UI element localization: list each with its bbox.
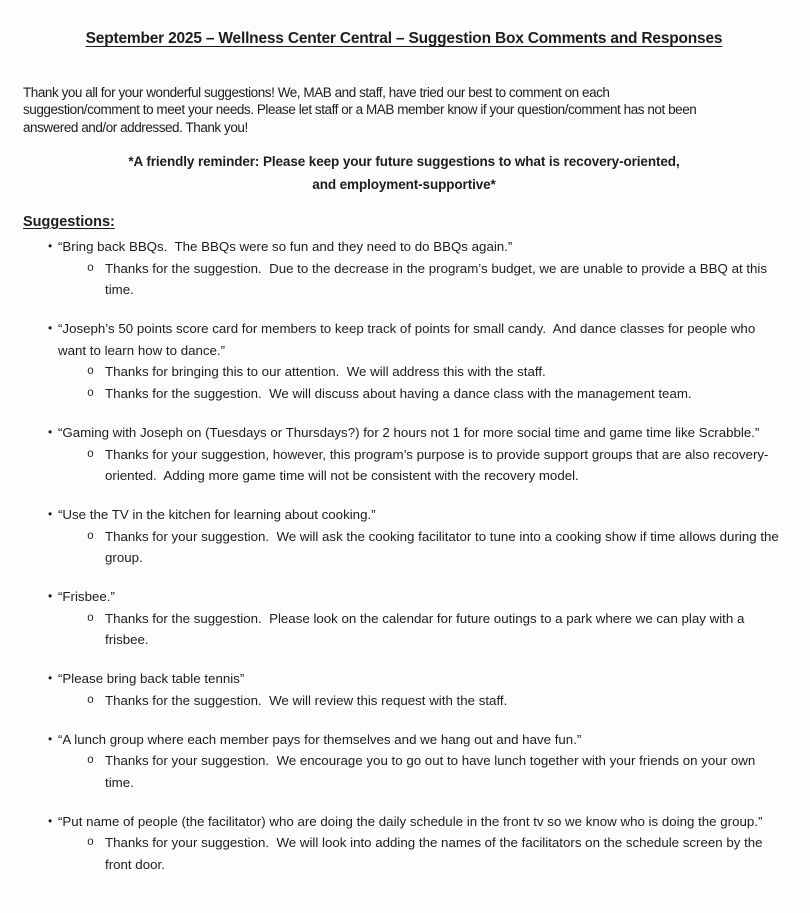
reminder-note [23, 150, 785, 196]
document-title: September 2025 – Wellness Center Central – Suggestion Box Comments and Responses [85, 30, 723, 47]
suggestion-response-text: Thanks for your suggestion. We encourage you to go out to have lunch together with your friends on your own time. [105, 753, 759, 790]
bullet-icon: • [48, 731, 53, 746]
intro-line: Thank you all for your wonderful suggestions! We, MAB and staff, have tried our best to comment on each [23, 85, 610, 100]
suggestion-item [23, 236, 785, 301]
suggestion-item [23, 729, 785, 794]
bullet-icon: • [48, 238, 53, 253]
suggestions-list [23, 236, 785, 876]
sub-bullet-icon: o [87, 529, 94, 543]
suggestion-comment-row [48, 318, 785, 361]
suggestion-comment-text: “Use the TV in the kitchen for learning about cooking.” [58, 506, 376, 522]
suggestion-item [23, 811, 785, 876]
suggestion-response-row [87, 690, 785, 712]
suggestion-comment-text: “Please bring back table tennis” [58, 671, 245, 687]
suggestion-response-text: Thanks for your suggestion. We will look into adding the names of the facilitators on the schedule screen by the front door. [105, 835, 767, 873]
suggestion-response-row [87, 383, 785, 405]
sub-bullet-icon: o [87, 611, 94, 625]
suggestion-comment-row [48, 504, 785, 526]
suggestion-response-text: Thanks for the suggestion. We will discuss about having a dance class with the management team. [105, 386, 692, 402]
reminder-line: and employment-supportive* [312, 176, 496, 192]
suggestion-comment-row [48, 422, 785, 444]
suggestions-heading: Suggestions: [23, 213, 115, 230]
sub-bullet-icon: o [87, 836, 94, 850]
suggestion-item [23, 586, 785, 651]
suggestion-response-text: Thanks for the suggestion. We will review this request with the staff. [105, 692, 508, 708]
intro-line: answered and/or addressed. Thank you! [23, 119, 248, 135]
suggestion-response-row [87, 832, 785, 875]
suggestion-comment-row [48, 586, 785, 608]
suggestion-comment-text: “Joseph’s 50 points score card for members to keep track of points for small candy. And dance classes for people who want to learn how to dance.” [58, 321, 759, 358]
suggestion-response-text: Thanks for the suggestion. Please look on the calendar for future outings to a park where we can play with a frisbee. [105, 610, 749, 648]
suggestion-comment-row [48, 729, 785, 751]
sub-bullet-icon: o [87, 261, 94, 275]
suggestion-response-row [87, 750, 785, 793]
suggestion-item [23, 318, 785, 405]
sub-bullet-icon: o [87, 447, 94, 461]
sub-bullet-icon: o [87, 365, 94, 379]
sub-bullet-icon: o [87, 693, 94, 707]
bullet-icon: • [48, 813, 53, 828]
bullet-icon: • [48, 321, 53, 335]
suggestion-response-row [87, 258, 785, 301]
suggestion-item [23, 504, 785, 569]
suggestion-response-text: Thanks for your suggestion. We will ask the cooking facilitator to tune into a cooking show if time allows during the group. [105, 528, 783, 566]
suggestion-response-row [87, 608, 785, 651]
suggestion-response-row [87, 361, 785, 383]
suggestion-comment-text: “Bring back BBQs. The BBQs were so fun and they need to do BBQs again.” [58, 238, 513, 254]
suggestion-comment-row [48, 236, 785, 258]
suggestion-response-row [87, 526, 785, 569]
suggestion-comment-text: “Frisbee.” [58, 589, 115, 605]
suggestion-response-text: Thanks for your suggestion, however, this program’s purpose is to provide support groups that are also recovery-oriented. Adding more game time will not be consistent with the recovery model. [105, 446, 769, 484]
bullet-icon: • [48, 506, 53, 521]
suggestion-response-row [87, 444, 785, 487]
suggestion-response-text: Thanks for bringing this to our attention. We will address this with the staff. [105, 364, 546, 380]
suggestion-response-text: Thanks for the suggestion. Due to the decrease in the program’s budget, we are unable to provide a BBQ at this time. [105, 260, 771, 298]
sub-bullet-icon: o [87, 387, 94, 401]
suggestion-item [23, 422, 785, 487]
reminder-line: *A friendly reminder: Please keep your future suggestions to what is recovery-oriented, [128, 153, 680, 169]
sub-bullet-icon: o [87, 754, 94, 768]
bullet-icon: • [48, 424, 53, 439]
suggestion-comment-row [48, 668, 785, 690]
bullet-icon: • [48, 589, 53, 604]
intro-paragraph [23, 84, 785, 136]
suggestion-comment-row [48, 811, 785, 833]
suggestion-item [23, 668, 785, 711]
intro-line: suggestion/comment to meet your needs. Please let staff or a MAB member know if your question/comment has not been [23, 102, 697, 118]
suggestion-comment-text: “Gaming with Joseph on (Tuesdays or Thursdays?) for 2 hours not 1 for more social time and game time like Scrabble.” [58, 424, 760, 440]
suggestion-comment-text: “Put name of people (the facilitator) who are doing the daily schedule in the front tv so we know who is doing the group.” [58, 813, 763, 829]
bullet-icon: • [48, 671, 53, 686]
suggestion-comment-text: “A lunch group where each member pays for themselves and we hang out and have fun.” [58, 731, 582, 747]
